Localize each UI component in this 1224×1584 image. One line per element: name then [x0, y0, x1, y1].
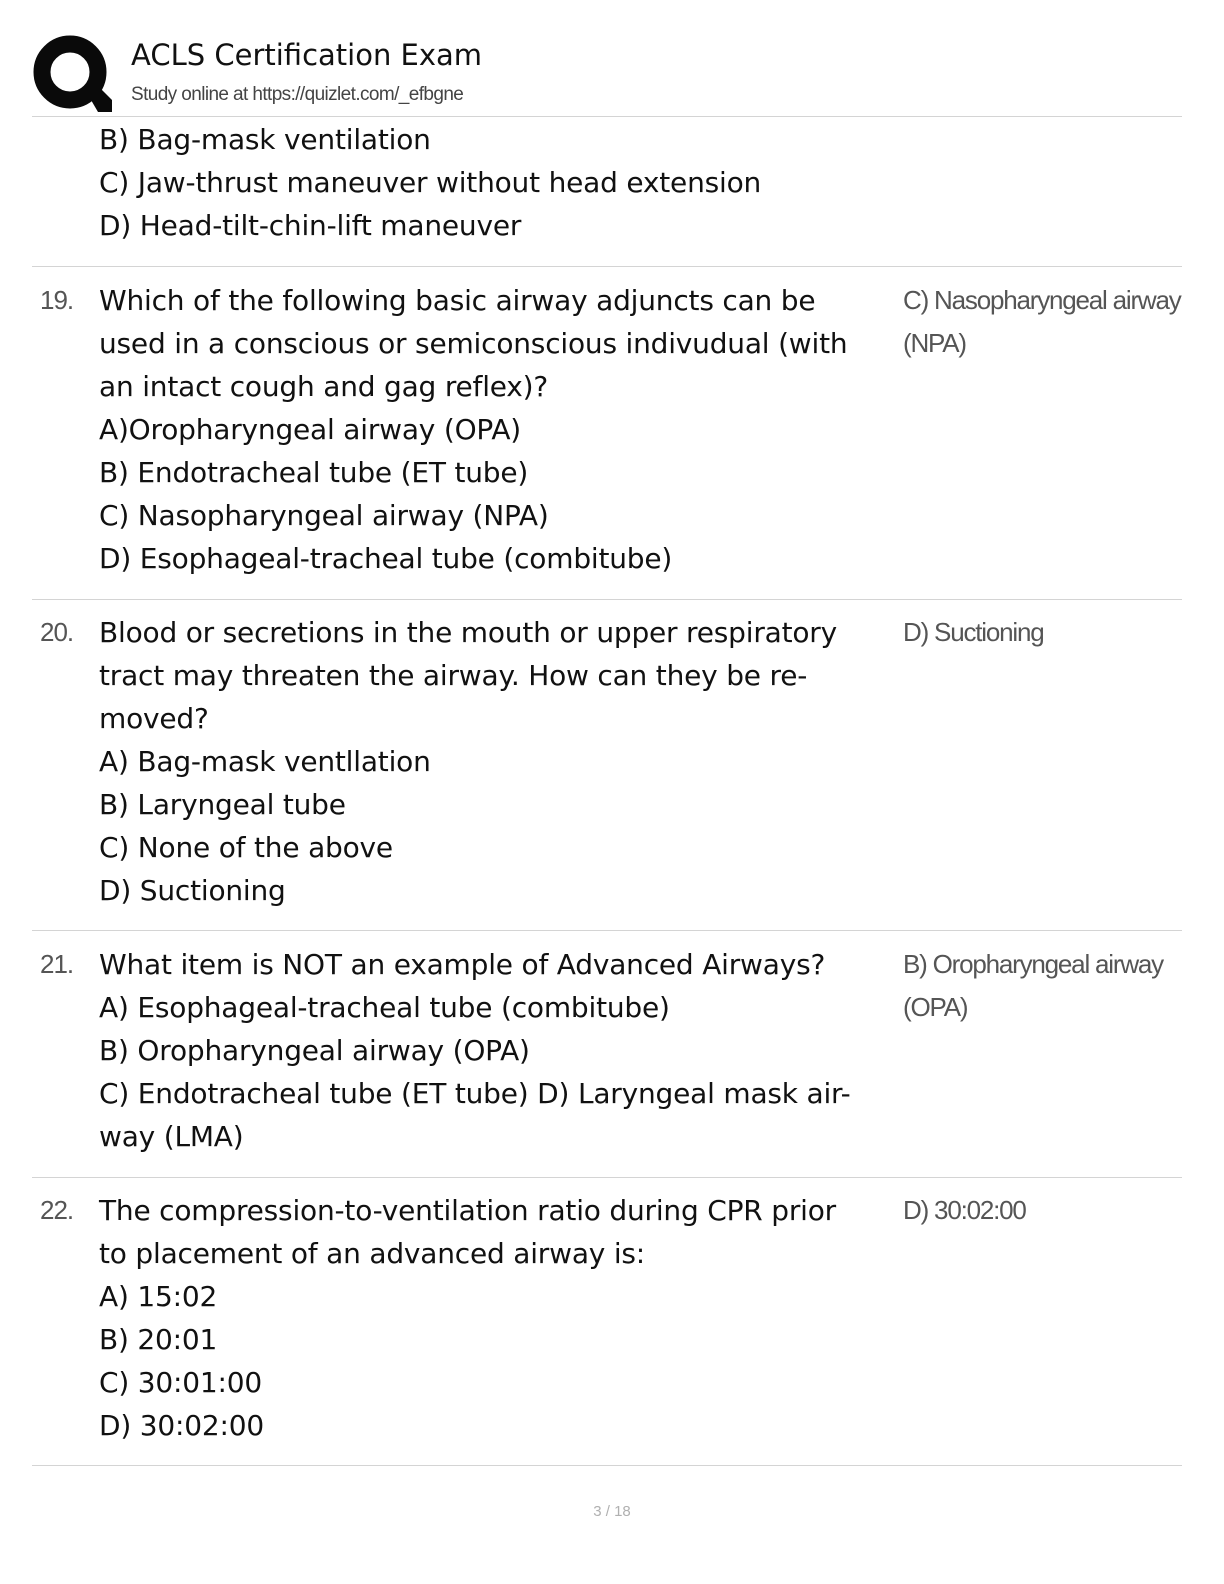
answer-text — [903, 1189, 1173, 1232]
option-line: D) Head-tilt-chin-lift maneuver — [99, 209, 522, 242]
question-line: an intact cough and gag reflex)? — [99, 370, 549, 403]
card-divider — [32, 1465, 1182, 1466]
option-line: way (LMA) — [99, 1120, 244, 1153]
option-line: B) Oropharyngeal airway (OPA) — [99, 1034, 530, 1067]
question-line: tract may threaten the airway. How can they be re- — [99, 659, 808, 692]
question-text — [99, 279, 847, 580]
card-divider — [32, 599, 1182, 600]
card-divider — [32, 1177, 1182, 1178]
option-line: D) 30:02:00 — [99, 1409, 264, 1442]
question-number: 22. — [40, 1195, 74, 1225]
quizlet-logo-icon — [32, 34, 112, 114]
question-line: used in a conscious or semiconscious indivudual (with — [99, 327, 848, 360]
question-line: to placement of an advanced airway is: — [99, 1237, 646, 1270]
option-line: C) Nasopharyngeal airway (NPA) — [99, 499, 549, 532]
answer-line: B) Oropharyngeal airway — [903, 949, 1163, 979]
question-text — [99, 1189, 836, 1447]
option-line: A) Bag-mask ventllation — [99, 745, 431, 778]
answer-line: (NPA) — [903, 328, 966, 358]
card-divider — [32, 266, 1182, 267]
question-number: 21. — [40, 949, 74, 979]
question-line: Blood or secretions in the mouth or upper respiratory — [99, 616, 837, 649]
document-title: ACLS Certification Exam — [131, 38, 483, 72]
page-header — [32, 30, 1182, 116]
option-line: B) 20:01 — [99, 1323, 218, 1356]
option-line: A) Esophageal-tracheal tube (combitube) — [99, 991, 670, 1024]
question-line: moved? — [99, 702, 209, 735]
carryover-options — [99, 118, 761, 247]
option-line: C) Endotracheal tube (ET tube) D) Laryngeal mask air- — [99, 1077, 851, 1110]
option-line: C) Jaw-thrust maneuver without head extension — [99, 166, 762, 199]
option-line: C) None of the above — [99, 831, 393, 864]
answer-line: C) Nasopharyngeal airway — [903, 285, 1181, 315]
answer-text — [903, 943, 1173, 1029]
option-line: D) Suctioning — [99, 874, 286, 907]
option-line: A) 15:02 — [99, 1280, 218, 1313]
option-line: A)Oropharyngeal airway (OPA) — [99, 413, 522, 446]
header-divider — [32, 116, 1182, 117]
answer-text — [903, 279, 1181, 365]
question-text — [99, 611, 837, 912]
answer-line: D) 30:02:00 — [903, 1195, 1026, 1225]
question-text — [99, 943, 850, 1158]
question-line: What item is NOT an example of Advanced Airways? — [99, 948, 826, 981]
option-line: B) Endotracheal tube (ET tube) — [99, 456, 529, 489]
option-line: B) Laryngeal tube — [99, 788, 346, 821]
question-line: The compression-to-ventilation ratio during CPR prior — [99, 1194, 836, 1227]
question-number: 19. — [40, 285, 74, 315]
answer-line: D) Suctioning — [903, 617, 1044, 647]
card-divider — [32, 930, 1182, 931]
option-line: D) Esophageal-tracheal tube (combitube) — [99, 542, 673, 575]
answer-text — [903, 611, 1173, 654]
page-number: 3 / 18 — [593, 1503, 631, 1520]
study-link-text: Study online at https://quizlet.com/_efbgne — [131, 84, 464, 105]
question-number: 20. — [40, 617, 74, 647]
option-line: B) Bag-mask ventilation — [99, 123, 431, 156]
option-line: C) 30:01:00 — [99, 1366, 262, 1399]
answer-line: (OPA) — [903, 992, 968, 1022]
question-line: Which of the following basic airway adjuncts can be — [99, 284, 816, 317]
